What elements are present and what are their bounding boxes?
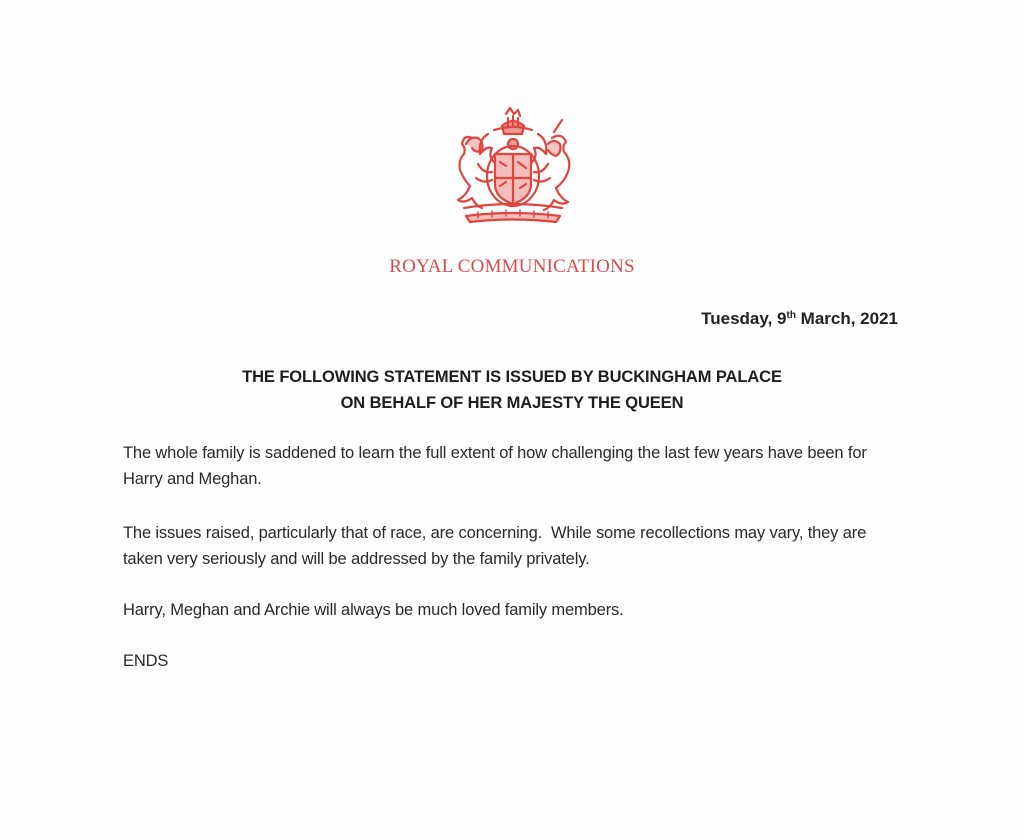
date-day: Tuesday, 9 [701, 309, 787, 328]
date-month-year: March, 2021 [795, 309, 898, 328]
heading-line-1: THE FOLLOWING STATEMENT IS ISSUED BY BUCKINGHAM PALACE [242, 368, 782, 386]
paragraph-1: The whole family is saddened to learn the full extent of how challenging the last few years have been for Harry and Meghan. [123, 444, 867, 488]
brand-title [0, 256, 1024, 278]
statement-heading [0, 364, 1024, 416]
royal-coat-of-arms-icon [448, 104, 578, 228]
date-ordinal-suffix: th [786, 310, 796, 321]
statement-date [701, 309, 898, 329]
paragraph-2: The issues raised, particularly that of race, are concerning. While some recollections may vary, they are taken very seriously and will be addressed by the family privately. [123, 524, 871, 568]
heading-line-2: ON BEHALF OF HER MAJESTY THE QUEEN [340, 394, 684, 412]
closing-ends: ENDS [123, 652, 169, 670]
brand-title-text: ROYAL COMMUNICATIONS [389, 256, 635, 277]
paragraph-3: Harry, Meghan and Archie will always be much loved family members. [123, 601, 624, 619]
